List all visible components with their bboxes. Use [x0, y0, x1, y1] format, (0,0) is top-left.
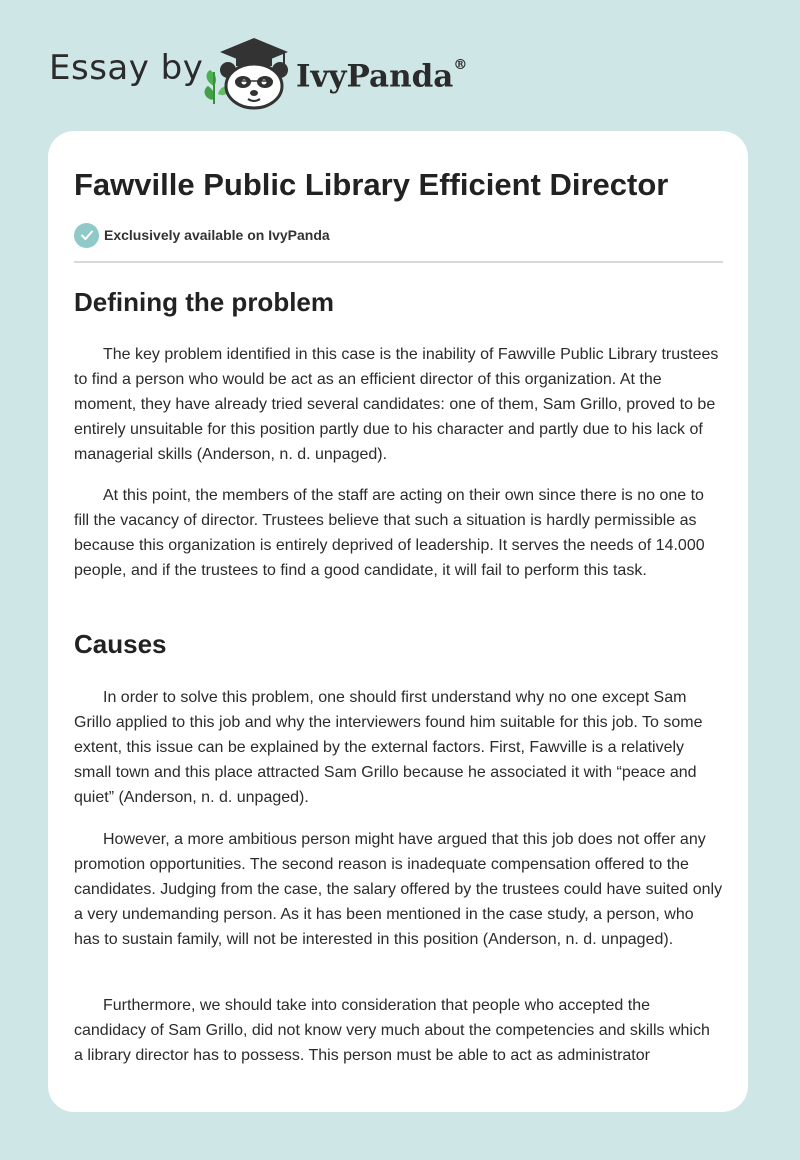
registered-mark: ®: [453, 57, 468, 73]
paragraph: Furthermore, we should take into consideration that people who accepted the candidacy of Sam Grillo, did not know very much about the competencies and skills which a library director has to possess. This person must be able to act as administrator: [74, 997, 710, 1064]
paragraph: However, a more ambitious person might have argued that this job does not offer any promotion opportunities. The second reason is inadequate compensation offered to the candidates. Judging from the case, the salary offered by the trustees could have suited only a very undemanding person. As it has been mentioned in the case study, a person, who has to sustain family, will not be interested in this position (Anderson, n. d. unpaged).: [74, 831, 723, 948]
essay-by-label: Essay by: [49, 48, 204, 88]
exclusive-badge: [74, 222, 330, 248]
section-heading: Defining the problem: [74, 287, 334, 317]
paragraph: In order to solve this problem, one should first understand why no one except Sam Grillo applied to this job and why the interviewers found him suitable for this job. To some extent, this issue can be explained by the external factors. First, Fawville is a relatively small town and this place attracted Sam Grillo because he associated it with “peace and quiet” (Anderson, n. d. unpaged).: [74, 689, 703, 806]
divider: [74, 261, 723, 263]
brand-name[interactable]: IvyPanda®: [296, 57, 468, 95]
section-heading: Causes: [74, 629, 167, 659]
essay-card: [48, 131, 748, 1112]
badge-label: Exclusively available on IvyPanda: [104, 227, 330, 243]
site-header: [0, 0, 800, 130]
panda-logo-icon[interactable]: [198, 36, 294, 110]
paragraph: At this point, the members of the staff are acting on their own since there is no one to fill the vacancy of director. Trustees believe that such a situation is hardly permissible as because this organization is entirely deprived of leadership. It serves the needs of 14.000 people, and if the trustees to find a good candidate, it will fail to perform this task.: [74, 487, 705, 579]
essay-title: Fawville Public Library Efficient Director: [74, 167, 669, 202]
check-icon: [74, 223, 99, 248]
paragraph: The key problem identified in this case is the inability of Fawville Public Library trustees to find a person who would be act as an efficient director of this organization. At the moment, they have already tried several candidates: one of them, Sam Grillo, proved to be entirely unsuitable for this position partly due to his character and partly due to his lack of managerial skills (Anderson, n. d. unpaged).: [74, 346, 719, 463]
